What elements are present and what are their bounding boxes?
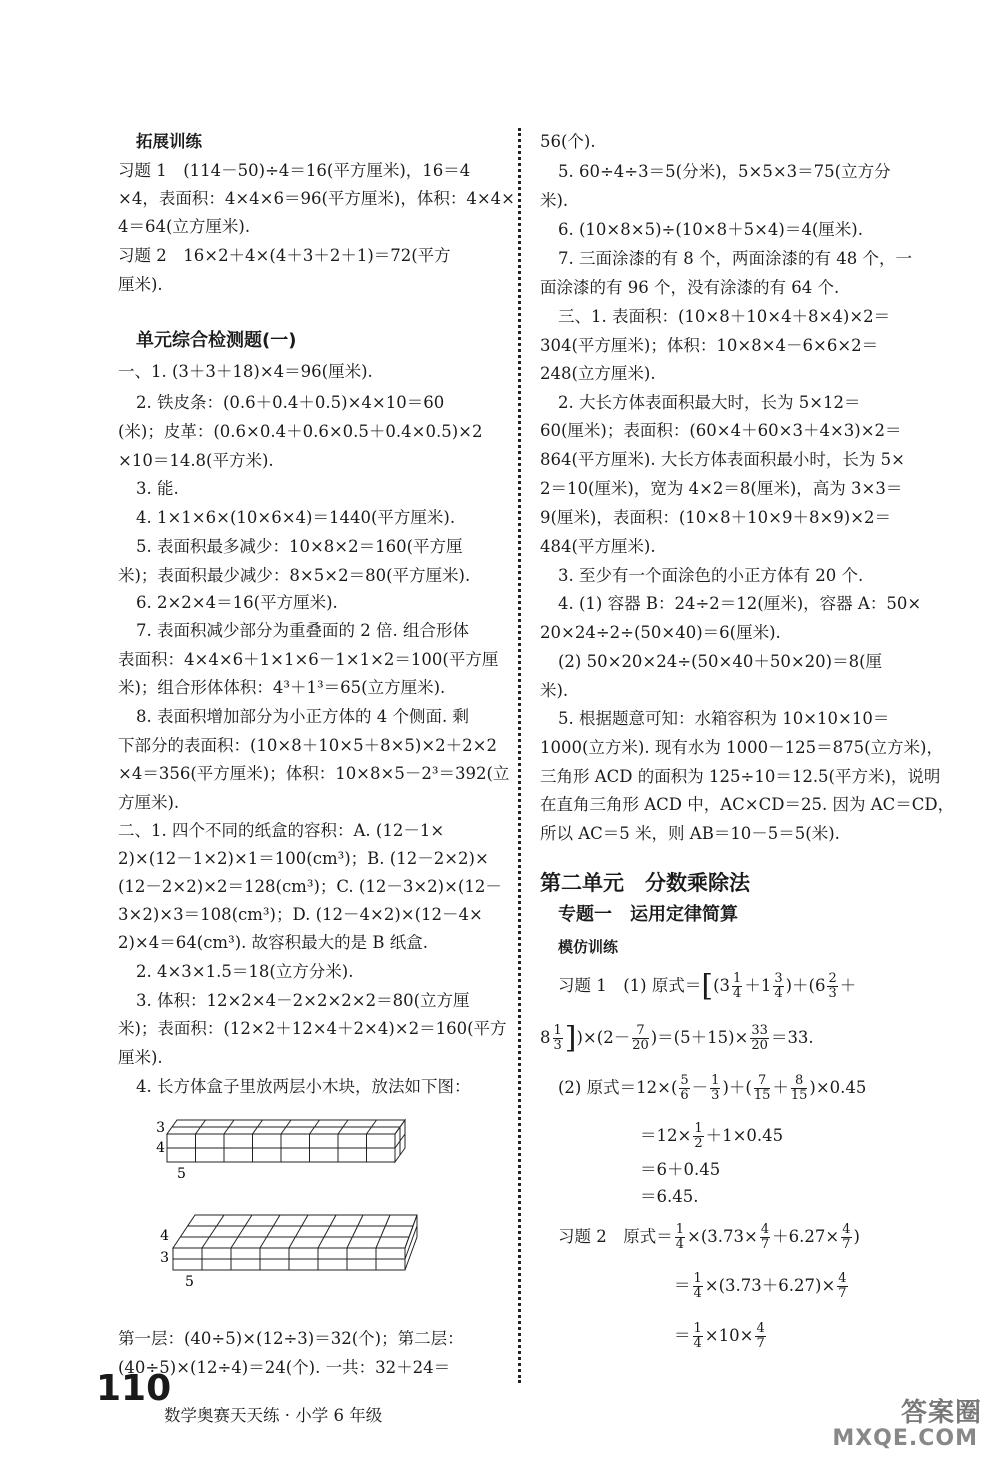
answer-line: 三、1. 表面积：(10×8＋10×4＋8×4)×2＝: [558, 307, 891, 326]
fraction: $\frac{4}{7}$: [760, 1222, 770, 1252]
exercise-1-line: 4＝64(立方厘米).: [118, 217, 251, 236]
answer-line: 5. 60÷4÷3＝5(分米)，5×5×3＝75(立方分: [558, 162, 891, 181]
book-title: 数学奥赛天天练 · 小学 6 年级: [164, 1406, 383, 1425]
formula-text: )＝(5＋15)×: [650, 1028, 749, 1047]
formula-line: ＝6.45.: [640, 1187, 699, 1206]
figure-label: 3: [156, 1120, 165, 1136]
answer-line: 所以 AC＝5 米，则 AB＝10－5＝5(米).: [540, 824, 840, 843]
fraction: $\frac{1}{3}$: [553, 1023, 562, 1053]
column-divider: [518, 128, 521, 1383]
answer-line: 2)×(12－1×2)×1＝100(cm³)；B. (12－2×2)×: [118, 849, 489, 868]
formula-text: )＋(: [722, 1078, 752, 1097]
formula-text: ＋6.27×: [772, 1227, 840, 1246]
formula-line: [558, 1074, 866, 1103]
answer-line: 2. 4×3×1.5＝18(立方分米).: [136, 962, 354, 981]
answer-line: ×4＝356(平方厘米)；体积：10×8×5－2³＝392(立: [118, 764, 510, 783]
answer-line: 二、1. 四个不同的纸盒的容积：A. (12－1×: [118, 821, 445, 840]
answer-line: 表面积：4×4×6＋1×1×6－1×1×2＝100(平方厘: [118, 650, 499, 669]
exercise-2-line: 厘米).: [118, 275, 163, 294]
fraction: $\frac{1}{4}$: [693, 1271, 702, 1301]
answer-line: 5. 根据题意可知：水箱容积为 10×10×10＝: [558, 709, 890, 728]
answer-line: 7. 三面涂漆的有 8 个，两面涂漆的有 48 个，一: [558, 249, 912, 268]
fraction: $\frac{7}{15}$: [753, 1073, 771, 1103]
answer-line: 5. 表面积最多减少：10×8×2＝160(平方厘: [136, 537, 463, 556]
formula-text: )＋(6: [785, 976, 826, 995]
grid-lines: [167, 1120, 405, 1162]
answer-line: 60(厘米)；表面积：(60×4＋60×3＋4×3)×2＝: [540, 421, 902, 440]
answer-line: 一、1. (3＋3＋18)×4＝96(厘米).: [118, 362, 373, 381]
answer-line: 2＝10(厘米)，宽为 4×2＝8(厘米)，高为 3×3＝: [540, 479, 903, 498]
formula-text: ＝12×: [640, 1126, 692, 1145]
fraction: $\frac{2}{3}$: [828, 971, 837, 1001]
answer-line: 1000(立方米). 现有水为 1000－125＝875(立方米)，: [540, 738, 943, 757]
exercise-1-line: 习题 1 (114－50)÷4＝16(平方厘米)，16＝4: [118, 161, 471, 180]
formula-text: ＝: [674, 1326, 691, 1345]
answer-line: 第一层：(40÷5)×(12÷3)＝32(个)；第二层：: [118, 1329, 464, 1348]
formula-line: [640, 1122, 783, 1151]
topic-title: 专题一 运用定律简算: [558, 904, 738, 925]
formula-text: )×(2－: [576, 1028, 631, 1047]
fraction: $\frac{1}{4}$: [675, 1222, 685, 1252]
page-number: 110: [96, 1368, 172, 1409]
answer-line: (米)；皮革：(0.6×0.4＋0.6×0.5＋0.4×0.5)×2: [118, 422, 483, 441]
formula-line: [674, 1272, 850, 1301]
figure-label: 3: [160, 1250, 169, 1266]
formula-text: ): [853, 1227, 860, 1246]
fraction: $\frac{4}{7}$: [756, 1321, 765, 1351]
answer-line: 方厘米).: [118, 793, 180, 812]
answer-line: 3. 体积：12×2×4－2×2×2×2＝80(立方厘: [136, 991, 470, 1010]
answer-line: (2) 50×20×24÷(50×40＋50×20)＝8(厘: [558, 652, 883, 671]
answer-line: 厘米).: [118, 1048, 163, 1067]
fraction: $\frac{1}{2}$: [694, 1121, 703, 1151]
answer-line: 2)×4＝64(cm³). 故容积最大的是 B 纸盒.: [118, 933, 428, 952]
answer-line: 3×2)×3＝108(cm³)；D. (12－4×2)×(12－4×: [118, 905, 483, 924]
formula-line: [674, 1322, 768, 1351]
fraction: $\frac{7}{20}$: [632, 1023, 649, 1053]
box-figure-top: [155, 1112, 425, 1182]
formula-text: －: [691, 1078, 709, 1097]
imitate-heading: 模仿训练: [558, 938, 619, 956]
expand-heading: 拓展训练: [136, 132, 202, 151]
answer-line: 7. 表面积减少部分为重叠面的 2 倍. 组合形体: [136, 621, 469, 640]
answer-line: 2. 铁皮条：(0.6＋0.4＋0.5)×4×10＝60: [136, 393, 445, 412]
answer-line: 米).: [540, 681, 569, 700]
formula-text: ×(3.73×: [687, 1227, 758, 1246]
fraction: $\frac{4}{7}$: [838, 1271, 847, 1301]
formula-text: ＋1×0.45: [705, 1126, 784, 1145]
watermark-url: MXQE.COM: [832, 1426, 978, 1451]
formula-text: ＝33.: [770, 1028, 814, 1047]
figure-label: 5: [177, 1166, 186, 1182]
exercise-2-line: 习题 2 16×2＋4×(4＋3＋2＋1)＝72(平方: [118, 246, 451, 265]
formula-text: 8: [540, 1028, 551, 1047]
formula-text: ×(3.73＋6.27)×: [704, 1276, 836, 1295]
answer-line: 米)；表面积：(12×2＋12×4＋2×4)×2＝160(平方: [118, 1019, 507, 1038]
answer-line: 56(个).: [540, 132, 596, 151]
answer-line: 6. (10×8×5)÷(10×8＋5×4)＝4(厘米).: [558, 220, 863, 239]
formula-text: ＋1: [744, 976, 772, 995]
answer-line: 248(立方厘米).: [540, 364, 656, 383]
answer-line: ×10＝14.8(平方米).: [118, 451, 274, 470]
formula-text: 习题 1 (1) 原式＝: [558, 976, 702, 995]
fraction: $\frac{1}{4}$: [733, 971, 742, 1001]
answer-line: 4. (1) 容器 B：24÷2＝12(厘米)，容器 A：50×: [558, 594, 922, 613]
figure-label: 4: [160, 1228, 169, 1244]
figure-label: 4: [156, 1140, 165, 1156]
formula-line: [540, 1020, 814, 1056]
answer-line: 484(平方厘米).: [540, 537, 656, 556]
fraction: $\frac{1}{4}$: [693, 1321, 702, 1351]
answer-line: 4. 长方体盒子里放两层小木块，放法如下图：: [136, 1077, 471, 1096]
chapter-title: 第二单元 分数乘除法: [540, 871, 750, 895]
answer-line: 4. 1×1×6×(10×6×4)＝1440(平方厘米).: [136, 508, 456, 527]
formula-text: ＝: [674, 1276, 691, 1295]
answer-line: 20×24÷2÷(50×40)＝6(厘米).: [540, 623, 781, 642]
formula-text: ＋: [839, 976, 857, 995]
answer-line: 米)；表面积最少减少：8×5×2＝80(平方厘米).: [118, 566, 471, 585]
formula-text: ＋: [772, 1078, 789, 1097]
answer-line: 6. 2×2×4＝16(平方厘米).: [136, 593, 338, 612]
answer-line: (12－2×2)×2＝128(cm³)；C. (12－3×2)×(12－: [118, 877, 502, 896]
fraction: $\frac{3}{4}$: [774, 971, 783, 1001]
answer-line: 864(平方厘米). 大长方体表面积最小时，长为 5×: [540, 450, 905, 469]
answer-line: 三角形 ACD 的面积为 125÷10＝12.5(平方米)，说明: [540, 767, 941, 786]
fraction: $\frac{8}{15}$: [790, 1073, 808, 1103]
answer-line: 3. 能.: [136, 479, 179, 498]
fraction: $\frac{33}{20}$: [751, 1023, 768, 1053]
fraction: $\frac{1}{3}$: [711, 1073, 720, 1103]
formula-text: ×10×: [704, 1326, 754, 1345]
formula-text: (3: [713, 976, 731, 995]
exercise-1-line: ×4，表面积：4×4×6＝96(平方厘米)，体积：4×4×: [118, 189, 515, 208]
answer-line: (40÷5)×(12÷4)＝24(个). 一共：32＋24＝: [118, 1358, 451, 1377]
answer-line: 8. 表面积增加部分为小正方体的 4 个侧面. 剩: [136, 707, 469, 726]
answer-line: 米).: [540, 191, 569, 210]
answer-line: 在直角三角形 ACD 中，AC×CD＝25. 因为 AC＝CD，: [540, 795, 955, 814]
watermark-logo: 答案圈: [900, 1398, 982, 1428]
answer-line: 下部分的表面积：(10×8＋10×5＋8×5)×2＋2×2: [118, 736, 497, 755]
bracket: ]: [564, 1020, 577, 1056]
formula-line: [558, 1223, 860, 1252]
formula-text: (2) 原式＝12×(: [558, 1078, 678, 1097]
formula-text: )×0.45: [809, 1078, 867, 1097]
answer-line: 9(厘米)，表面积：(10×8＋10×9＋8×9)×2＝: [540, 508, 892, 527]
figure-label: 5: [185, 1274, 194, 1290]
fraction: $\frac{5}{6}$: [680, 1073, 689, 1103]
answer-line: 3. 至少有一个面涂色的小正方体有 20 个.: [558, 566, 864, 585]
answer-line: 304(平方厘米)；体积：10×8×4－6×6×2＝: [540, 336, 879, 355]
answer-line: 米)；组合形体体积：4³＋1³＝65(立方厘米).: [118, 678, 446, 697]
answer-line: 2. 大长方体表面积最大时，长为 5×12＝: [558, 393, 861, 412]
formula-text: 习题 2 原式＝: [558, 1227, 673, 1246]
unit-test-heading: 单元综合检测题(一): [136, 330, 297, 351]
box-figure-bottom: [155, 1210, 425, 1290]
formula-line: ＝6＋0.45: [640, 1160, 721, 1179]
answer-line: 面涂漆的有 96 个，没有涂漆的有 64 个.: [540, 278, 840, 297]
fraction: $\frac{4}{7}$: [842, 1222, 851, 1252]
formula-line: [558, 968, 857, 1004]
bracket: [: [701, 968, 714, 1004]
